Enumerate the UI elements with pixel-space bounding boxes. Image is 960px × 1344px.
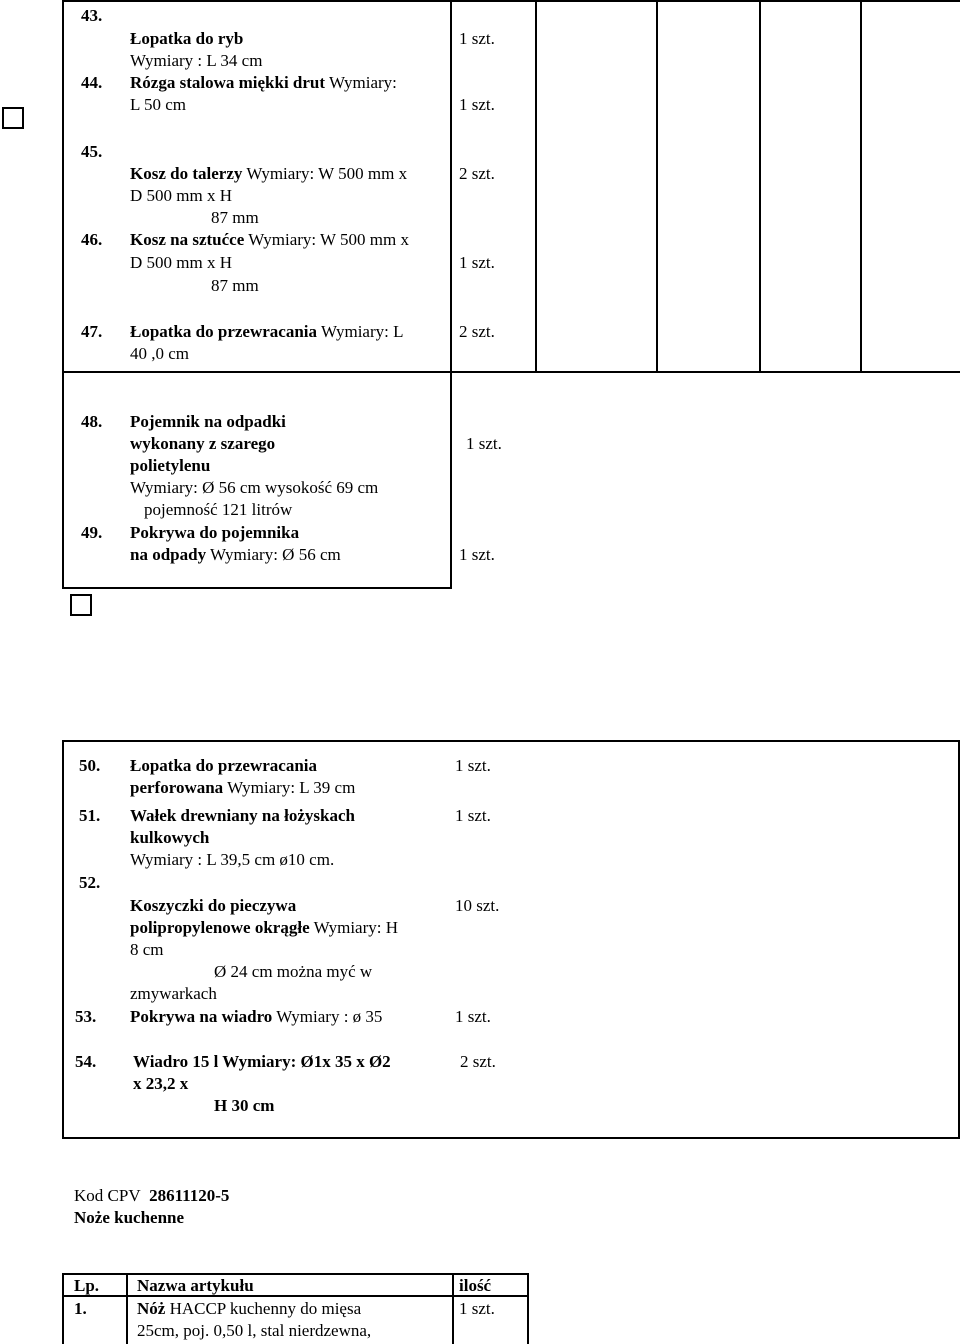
- item-qty: 1 szt.: [466, 434, 502, 453]
- item-dims: Wymiary : L 39,5 cm ø10 cm.: [130, 850, 335, 869]
- item-dims: Wymiary: H: [313, 918, 399, 937]
- item-dims: Wymiary: W 500 mm x: [246, 164, 408, 183]
- cpv-label: Kod CPV: [74, 1186, 141, 1205]
- item-name: Wałek drewniany na łożyskach: [130, 806, 355, 825]
- item-number: 52.: [79, 873, 101, 892]
- item-name: Wiadro 15 l Wymiary: Ø1x 35 x Ø2: [133, 1052, 391, 1071]
- item-name-line: [130, 544, 341, 566]
- table-border: [62, 0, 960, 2]
- item-qty: 1 szt.: [459, 95, 495, 114]
- table-border: [126, 1273, 128, 1344]
- item-name: perforowana: [130, 778, 224, 797]
- table-border: [759, 0, 761, 372]
- item-qty: 1 szt.: [459, 253, 495, 272]
- item-qty: 10 szt.: [455, 896, 500, 915]
- checkbox[interactable]: [70, 594, 92, 616]
- item-dims: Wymiary: W 500 mm x: [248, 230, 409, 249]
- col-header-lp: Lp.: [74, 1276, 100, 1295]
- item-name: polietylenu: [130, 456, 211, 475]
- item-qty: 1 szt.: [459, 545, 495, 564]
- item-qty: 1 szt.: [455, 1007, 491, 1026]
- table-border: [62, 1273, 64, 1344]
- col-header-name: Nazwa artykułu: [137, 1276, 254, 1295]
- item-name: Pojemnik na odpadki: [130, 412, 286, 431]
- item-dims: Wymiary: Ø 56 cm: [210, 545, 341, 564]
- item-dims: Wymiary: L: [320, 322, 404, 341]
- item-name-line: [130, 777, 355, 799]
- item-number: 49.: [81, 523, 103, 542]
- row-name: Nóż: [137, 1299, 166, 1318]
- row-number: 1.: [74, 1299, 87, 1318]
- item-number: 48.: [81, 412, 103, 431]
- item-dims: Wymiary : ø 35: [276, 1007, 383, 1026]
- item-name: Pokrywa na wiadro: [130, 1007, 273, 1026]
- item-dims: 40 ,0 cm: [130, 344, 190, 363]
- item-name: wykonany z szarego: [130, 434, 276, 453]
- item-qty: 2 szt.: [459, 164, 495, 183]
- checkbox[interactable]: [2, 107, 24, 129]
- item-name-line: [130, 229, 409, 251]
- item-dims: Wymiary: L 39 cm: [227, 778, 356, 797]
- cpv-line: [74, 1185, 229, 1207]
- table-border: [527, 1273, 529, 1344]
- item-qty: 2 szt.: [460, 1052, 496, 1071]
- row-name-line2: 25cm, poj. 0,50 l, stal nierdzewna,: [137, 1321, 372, 1340]
- table-border: [62, 587, 452, 589]
- row-name-line: [137, 1298, 361, 1320]
- item-name: Pokrywa do pojemnika: [130, 523, 300, 542]
- item-qty: 1 szt.: [455, 806, 491, 825]
- item-number: 47.: [81, 322, 103, 341]
- item-name: Kosz na sztućce: [130, 230, 245, 249]
- item-name: H 30 cm: [214, 1096, 275, 1115]
- item-name: Łopatka do przewracania: [130, 322, 317, 341]
- table-border: [62, 740, 64, 1139]
- table-border: [656, 0, 658, 372]
- item-dims: Wymiary:: [328, 73, 397, 92]
- item-name-line: [130, 72, 397, 94]
- table-border: [62, 1137, 960, 1139]
- item-dims: L 50 cm: [130, 95, 187, 114]
- table-border: [535, 0, 537, 372]
- table-border: [62, 371, 960, 373]
- col-header-qty: ilość: [459, 1276, 492, 1295]
- item-name-line: [130, 321, 404, 343]
- item-name: na odpady: [130, 545, 207, 564]
- row-qty: 1 szt.: [459, 1299, 495, 1318]
- table-border: [860, 0, 862, 372]
- item-dims: 87 mm: [211, 208, 259, 227]
- item-dims: zmywarkach: [130, 984, 217, 1003]
- item-number: 53.: [75, 1007, 97, 1026]
- item-name: Koszyczki do pieczywa: [130, 896, 297, 915]
- row-name-rest: HACCP kuchenny do mięsa: [169, 1299, 362, 1318]
- item-name-line: [130, 917, 398, 939]
- table-border: [62, 740, 960, 742]
- item-number: 46.: [81, 230, 103, 249]
- item-name: Łopatka do ryb: [130, 29, 244, 48]
- item-number: 54.: [75, 1052, 97, 1071]
- item-name: Rózga stalowa miękki drut: [130, 73, 326, 92]
- table-border: [450, 0, 452, 589]
- item-number: 51.: [79, 806, 101, 825]
- item-name: x 23,2 x: [133, 1074, 189, 1093]
- item-dims: Ø 24 cm można myć w: [214, 962, 373, 981]
- item-number: 45.: [81, 142, 103, 161]
- item-qty: 1 szt.: [455, 756, 491, 775]
- item-dims: Wymiary: Ø 56 cm wysokość 69 cm: [130, 478, 379, 497]
- item-name: kulkowych: [130, 828, 210, 847]
- item-dims: 87 mm: [211, 276, 259, 295]
- item-dims: 8 cm: [130, 940, 164, 959]
- item-name: Łopatka do przewracania: [130, 756, 317, 775]
- item-qty: 1 szt.: [459, 29, 495, 48]
- item-dims: D 500 mm x H: [130, 253, 232, 272]
- item-qty: 2 szt.: [459, 322, 495, 341]
- item-name: Kosz do talerzy: [130, 164, 243, 183]
- item-name-line: [130, 163, 407, 185]
- table-border: [452, 1273, 454, 1344]
- item-number: 50.: [79, 756, 101, 775]
- table-border: [62, 0, 64, 589]
- item-number: 44.: [81, 73, 103, 92]
- item-number: 43.: [81, 6, 103, 25]
- item-name-line: [130, 1006, 382, 1028]
- item-dims: pojemność 121 litrów: [144, 500, 293, 519]
- item-dims: D 500 mm x H: [130, 186, 232, 205]
- cpv-code: 28611120-5: [149, 1186, 230, 1205]
- cpv-title: Noże kuchenne: [74, 1208, 185, 1227]
- item-name: polipropylenowe okrągłe: [130, 918, 310, 937]
- item-dims: Wymiary : L 34 cm: [130, 51, 263, 70]
